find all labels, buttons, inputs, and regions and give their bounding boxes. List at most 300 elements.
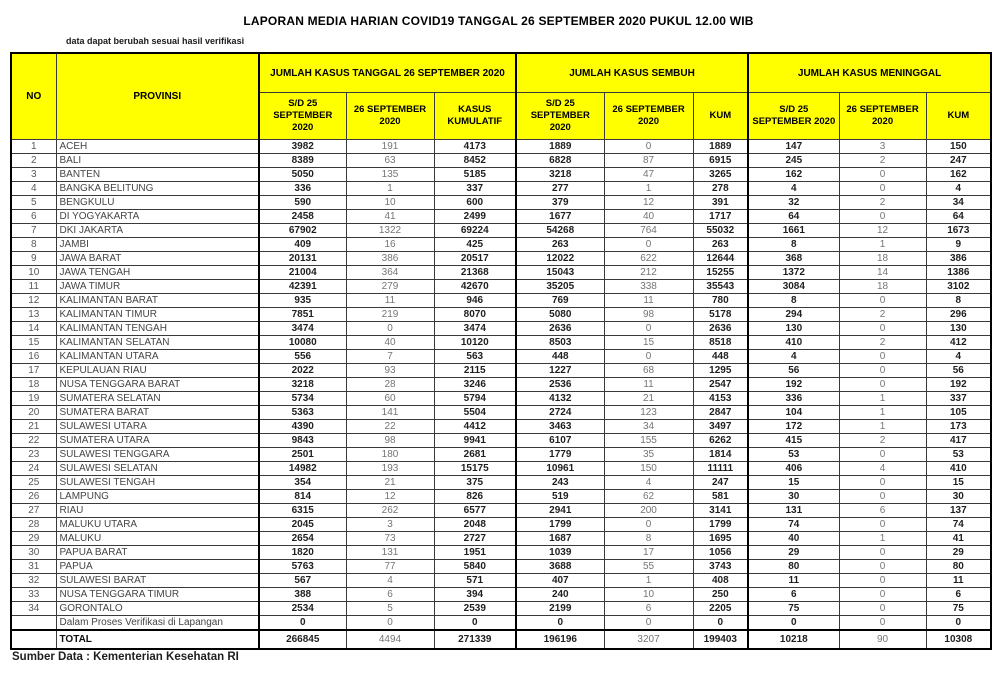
value-cell: 368 xyxy=(748,252,839,266)
value-cell: 6262 xyxy=(693,434,748,448)
province-cell: SULAWESI TENGGARA xyxy=(56,448,259,462)
value-cell: 3218 xyxy=(259,378,346,392)
col-header-no: NO xyxy=(11,53,56,140)
province-cell: BANGKA BELITUNG xyxy=(56,182,259,196)
value-cell: 12 xyxy=(346,490,434,504)
row-number-cell: 27 xyxy=(11,504,56,518)
row-number-cell: 5 xyxy=(11,196,56,210)
value-cell: 3688 xyxy=(516,560,604,574)
value-cell: 6 xyxy=(604,602,693,616)
value-cell: 130 xyxy=(748,322,839,336)
value-cell: 77 xyxy=(346,560,434,574)
value-cell: 3474 xyxy=(259,322,346,336)
value-cell: 42391 xyxy=(259,280,346,294)
value-cell: 425 xyxy=(434,238,516,252)
value-cell: 410 xyxy=(926,462,991,476)
value-cell: 64 xyxy=(748,210,839,224)
covid-report-table xyxy=(10,52,992,650)
table-row xyxy=(11,602,991,616)
value-cell: 15255 xyxy=(693,266,748,280)
value-cell: 391 xyxy=(693,196,748,210)
value-cell: 415 xyxy=(748,434,839,448)
value-cell: 9941 xyxy=(434,434,516,448)
value-cell: 15175 xyxy=(434,462,516,476)
value-cell: 192 xyxy=(748,378,839,392)
value-cell: 63 xyxy=(346,154,434,168)
value-cell: 40 xyxy=(346,336,434,350)
value-cell: 131 xyxy=(748,504,839,518)
value-cell: 1 xyxy=(839,420,926,434)
value-cell: 12022 xyxy=(516,252,604,266)
table-row xyxy=(11,560,991,574)
value-cell: 2045 xyxy=(259,518,346,532)
value-cell: 0 xyxy=(259,616,346,631)
value-cell: 1799 xyxy=(516,518,604,532)
value-cell: 1 xyxy=(346,182,434,196)
value-cell: 0 xyxy=(839,546,926,560)
value-cell: 4 xyxy=(926,350,991,364)
province-cell: JAWA TENGAH xyxy=(56,266,259,280)
value-cell: 35 xyxy=(604,448,693,462)
value-cell: 80 xyxy=(926,560,991,574)
value-cell: 150 xyxy=(926,140,991,154)
value-cell: 21368 xyxy=(434,266,516,280)
value-cell: 0 xyxy=(693,616,748,631)
verification-label-cell: Dalam Proses Verifikasi di Lapangan xyxy=(56,616,259,631)
value-cell: 5050 xyxy=(259,168,346,182)
province-cell: KEPULAUAN RIAU xyxy=(56,364,259,378)
value-cell: 0 xyxy=(346,616,434,631)
value-cell: 53 xyxy=(926,448,991,462)
value-cell: 277 xyxy=(516,182,604,196)
value-cell: 1056 xyxy=(693,546,748,560)
value-cell: 556 xyxy=(259,350,346,364)
value-cell: 8 xyxy=(748,238,839,252)
table-body xyxy=(11,140,991,650)
value-cell: 35543 xyxy=(693,280,748,294)
table-row xyxy=(11,336,991,350)
value-cell: 622 xyxy=(604,252,693,266)
value-cell: 40 xyxy=(604,210,693,224)
value-cell: 64 xyxy=(926,210,991,224)
value-cell: 55 xyxy=(604,560,693,574)
province-cell: DI YOGYAKARTA xyxy=(56,210,259,224)
value-cell: 410 xyxy=(748,336,839,350)
value-cell: 150 xyxy=(604,462,693,476)
table-row xyxy=(11,308,991,322)
value-cell: 6 xyxy=(926,588,991,602)
value-cell: 1227 xyxy=(516,364,604,378)
group-header-row xyxy=(11,53,991,93)
value-cell: 2115 xyxy=(434,364,516,378)
row-number-cell: 33 xyxy=(11,588,56,602)
value-cell: 379 xyxy=(516,196,604,210)
row-number-cell: 34 xyxy=(11,602,56,616)
table-row xyxy=(11,378,991,392)
value-cell: 6315 xyxy=(259,504,346,518)
value-cell: 407 xyxy=(516,574,604,588)
value-cell: 8389 xyxy=(259,154,346,168)
province-cell: JAWA BARAT xyxy=(56,252,259,266)
value-cell: 62 xyxy=(604,490,693,504)
total-value-cell: 266845 xyxy=(259,630,346,649)
total-value-cell: 3207 xyxy=(604,630,693,649)
value-cell: 35205 xyxy=(516,280,604,294)
value-cell: 262 xyxy=(346,504,434,518)
row-number-cell: 26 xyxy=(11,490,56,504)
value-cell: 337 xyxy=(434,182,516,196)
value-cell: 2499 xyxy=(434,210,516,224)
value-cell: 1 xyxy=(604,182,693,196)
value-cell: 15 xyxy=(926,476,991,490)
row-number-cell: 29 xyxy=(11,532,56,546)
table-row xyxy=(11,392,991,406)
table-row xyxy=(11,434,991,448)
data-source: Sumber Data : Kementerian Kesehatan RI xyxy=(12,651,239,663)
value-cell: 20517 xyxy=(434,252,516,266)
value-cell: 155 xyxy=(604,434,693,448)
value-cell: 240 xyxy=(516,588,604,602)
value-cell: 0 xyxy=(839,560,926,574)
value-cell: 29 xyxy=(926,546,991,560)
total-value-cell: 10218 xyxy=(748,630,839,649)
value-cell: 75 xyxy=(926,602,991,616)
value-cell: 104 xyxy=(748,406,839,420)
row-number-cell: 8 xyxy=(11,238,56,252)
row-number-cell: 7 xyxy=(11,224,56,238)
value-cell: 1889 xyxy=(516,140,604,154)
row-number-cell: 13 xyxy=(11,308,56,322)
value-cell: 41 xyxy=(926,532,991,546)
value-cell: 1779 xyxy=(516,448,604,462)
value-cell: 9 xyxy=(926,238,991,252)
row-number-cell: 18 xyxy=(11,378,56,392)
table-row xyxy=(11,154,991,168)
value-cell: 10080 xyxy=(259,336,346,350)
value-cell: 141 xyxy=(346,406,434,420)
table-row xyxy=(11,546,991,560)
value-cell: 4 xyxy=(346,574,434,588)
row-number-cell: 25 xyxy=(11,476,56,490)
value-cell: 162 xyxy=(748,168,839,182)
value-cell: 1386 xyxy=(926,266,991,280)
value-cell: 4 xyxy=(748,350,839,364)
value-cell: 388 xyxy=(259,588,346,602)
value-cell: 263 xyxy=(516,238,604,252)
value-cell: 22 xyxy=(346,420,434,434)
value-cell: 21004 xyxy=(259,266,346,280)
col-header-provinsi: PROVINSI xyxy=(56,53,259,140)
total-value-cell: 10308 xyxy=(926,630,991,649)
group-header-sembuh: JUMLAH KASUS SEMBUH xyxy=(516,53,748,93)
value-cell: 3474 xyxy=(434,322,516,336)
value-cell: 4173 xyxy=(434,140,516,154)
value-cell: 4 xyxy=(604,476,693,490)
value-cell: 16 xyxy=(346,238,434,252)
value-cell: 30 xyxy=(926,490,991,504)
value-cell: 135 xyxy=(346,168,434,182)
col-header-meninggal-sd25: S/D 25 SEPTEMBER 2020 xyxy=(748,93,839,140)
value-cell: 8070 xyxy=(434,308,516,322)
row-number-cell: 12 xyxy=(11,294,56,308)
value-cell: 5840 xyxy=(434,560,516,574)
row-number-cell: 19 xyxy=(11,392,56,406)
value-cell: 74 xyxy=(926,518,991,532)
province-cell: LAMPUNG xyxy=(56,490,259,504)
value-cell: 29 xyxy=(748,546,839,560)
value-cell: 0 xyxy=(839,322,926,336)
value-cell: 1372 xyxy=(748,266,839,280)
value-cell: 336 xyxy=(259,182,346,196)
province-cell: SUMATERA SELATAN xyxy=(56,392,259,406)
value-cell: 60 xyxy=(346,392,434,406)
province-cell: BALI xyxy=(56,154,259,168)
col-header-kasus-kumulatif: KASUS KUMULATIF xyxy=(434,93,516,140)
value-cell: 247 xyxy=(693,476,748,490)
table-row xyxy=(11,462,991,476)
value-cell: 4 xyxy=(839,462,926,476)
value-cell: 80 xyxy=(748,560,839,574)
value-cell: 375 xyxy=(434,476,516,490)
total-value-cell: 271339 xyxy=(434,630,516,649)
value-cell: 200 xyxy=(604,504,693,518)
value-cell: 11 xyxy=(604,294,693,308)
value-cell: 5794 xyxy=(434,392,516,406)
value-cell: 4 xyxy=(748,182,839,196)
row-number-cell: 22 xyxy=(11,434,56,448)
value-cell: 2048 xyxy=(434,518,516,532)
table-row xyxy=(11,294,991,308)
value-cell: 41 xyxy=(346,210,434,224)
value-cell: 5 xyxy=(346,602,434,616)
table-row xyxy=(11,574,991,588)
province-cell: SUMATERA UTARA xyxy=(56,434,259,448)
value-cell: 131 xyxy=(346,546,434,560)
value-cell: 2458 xyxy=(259,210,346,224)
value-cell: 1322 xyxy=(346,224,434,238)
value-cell: 247 xyxy=(926,154,991,168)
value-cell: 814 xyxy=(259,490,346,504)
value-cell: 1 xyxy=(839,238,926,252)
value-cell: 12 xyxy=(604,196,693,210)
value-cell: 3246 xyxy=(434,378,516,392)
value-cell: 519 xyxy=(516,490,604,504)
row-number-cell: 11 xyxy=(11,280,56,294)
value-cell: 11 xyxy=(748,574,839,588)
value-cell: 417 xyxy=(926,434,991,448)
row-number-cell: 16 xyxy=(11,350,56,364)
row-number-cell: 9 xyxy=(11,252,56,266)
value-cell: 162 xyxy=(926,168,991,182)
value-cell: 278 xyxy=(693,182,748,196)
row-number-cell: 6 xyxy=(11,210,56,224)
value-cell: 2654 xyxy=(259,532,346,546)
value-cell: 4132 xyxy=(516,392,604,406)
value-cell: 6 xyxy=(839,504,926,518)
value-cell: 2 xyxy=(839,434,926,448)
value-cell: 5763 xyxy=(259,560,346,574)
value-cell: 0 xyxy=(839,350,926,364)
value-cell: 8 xyxy=(748,294,839,308)
value-cell: 6577 xyxy=(434,504,516,518)
province-cell: SULAWESI UTARA xyxy=(56,420,259,434)
value-cell: 4390 xyxy=(259,420,346,434)
value-cell: 87 xyxy=(604,154,693,168)
col-header-kasus-sd25: S/D 25 SEPTEMBER 2020 xyxy=(259,93,346,140)
value-cell: 8503 xyxy=(516,336,604,350)
value-cell: 0 xyxy=(839,448,926,462)
province-cell: KALIMANTAN BARAT xyxy=(56,294,259,308)
page-title: LAPORAN MEDIA HARIAN COVID19 TANGGAL 26 SEPTEMBER 2020 PUKUL 12.00 WIB xyxy=(243,14,754,28)
value-cell: 337 xyxy=(926,392,991,406)
value-cell: 769 xyxy=(516,294,604,308)
table-row xyxy=(11,448,991,462)
value-cell: 0 xyxy=(839,182,926,196)
province-cell: NUSA TENGGARA BARAT xyxy=(56,378,259,392)
value-cell: 386 xyxy=(346,252,434,266)
province-cell: SULAWESI BARAT xyxy=(56,574,259,588)
value-cell: 34 xyxy=(604,420,693,434)
value-cell: 10120 xyxy=(434,336,516,350)
value-cell: 0 xyxy=(839,616,926,631)
value-cell: 1820 xyxy=(259,546,346,560)
value-cell: 56 xyxy=(926,364,991,378)
table-row xyxy=(11,280,991,294)
value-cell: 2501 xyxy=(259,448,346,462)
row-number-cell: 17 xyxy=(11,364,56,378)
province-cell: KALIMANTAN UTARA xyxy=(56,350,259,364)
value-cell: 11 xyxy=(604,378,693,392)
value-cell: 408 xyxy=(693,574,748,588)
value-cell: 8 xyxy=(604,532,693,546)
value-cell: 212 xyxy=(604,266,693,280)
value-cell: 0 xyxy=(839,476,926,490)
value-cell: 193 xyxy=(346,462,434,476)
province-cell: PAPUA xyxy=(56,560,259,574)
group-header-meninggal: JUMLAH KASUS MENINGGAL xyxy=(748,53,991,93)
value-cell: 14982 xyxy=(259,462,346,476)
value-cell: 3463 xyxy=(516,420,604,434)
value-cell: 9843 xyxy=(259,434,346,448)
value-cell: 2 xyxy=(839,308,926,322)
value-cell: 764 xyxy=(604,224,693,238)
value-cell: 826 xyxy=(434,490,516,504)
table-row xyxy=(11,504,991,518)
value-cell: 10 xyxy=(346,196,434,210)
value-cell: 2199 xyxy=(516,602,604,616)
value-cell: 1695 xyxy=(693,532,748,546)
value-cell: 21 xyxy=(346,476,434,490)
total-value-cell: 90 xyxy=(839,630,926,649)
table-row xyxy=(11,490,991,504)
value-cell: 294 xyxy=(748,308,839,322)
value-cell: 14 xyxy=(839,266,926,280)
value-cell: 8 xyxy=(926,294,991,308)
row-number-cell: 10 xyxy=(11,266,56,280)
value-cell: 0 xyxy=(604,140,693,154)
value-cell: 394 xyxy=(434,588,516,602)
value-cell: 173 xyxy=(926,420,991,434)
value-cell: 0 xyxy=(839,588,926,602)
province-cell: PAPUA BARAT xyxy=(56,546,259,560)
value-cell: 11111 xyxy=(693,462,748,476)
value-cell: 3743 xyxy=(693,560,748,574)
table-row xyxy=(11,420,991,434)
province-cell: JAWA TIMUR xyxy=(56,280,259,294)
value-cell: 3265 xyxy=(693,168,748,182)
value-cell: 6828 xyxy=(516,154,604,168)
value-cell: 336 xyxy=(748,392,839,406)
value-cell: 386 xyxy=(926,252,991,266)
value-cell: 7 xyxy=(346,350,434,364)
value-cell: 1 xyxy=(604,574,693,588)
value-cell: 0 xyxy=(839,490,926,504)
value-cell: 5504 xyxy=(434,406,516,420)
province-cell: DKI JAKARTA xyxy=(56,224,259,238)
col-header-meninggal-26sep: 26 SEPTEMBER 2020 xyxy=(839,93,926,140)
value-cell: 0 xyxy=(839,210,926,224)
total-value-cell: 199403 xyxy=(693,630,748,649)
value-cell: 191 xyxy=(346,140,434,154)
value-cell: 0 xyxy=(604,322,693,336)
value-cell: 1661 xyxy=(748,224,839,238)
province-cell: KALIMANTAN TENGAH xyxy=(56,322,259,336)
table-row xyxy=(11,364,991,378)
value-cell: 68 xyxy=(604,364,693,378)
value-cell: 2636 xyxy=(693,322,748,336)
value-cell: 1717 xyxy=(693,210,748,224)
value-cell: 30 xyxy=(748,490,839,504)
value-cell: 2539 xyxy=(434,602,516,616)
value-cell: 279 xyxy=(346,280,434,294)
value-cell: 53 xyxy=(748,448,839,462)
value-cell: 2547 xyxy=(693,378,748,392)
value-cell: 1687 xyxy=(516,532,604,546)
value-cell: 56 xyxy=(748,364,839,378)
value-cell: 74 xyxy=(748,518,839,532)
value-cell: 172 xyxy=(748,420,839,434)
province-cell: NUSA TENGGARA TIMUR xyxy=(56,588,259,602)
table-row xyxy=(11,406,991,420)
value-cell: 3 xyxy=(839,140,926,154)
table-row xyxy=(11,476,991,490)
value-cell: 354 xyxy=(259,476,346,490)
value-cell: 946 xyxy=(434,294,516,308)
value-cell: 55032 xyxy=(693,224,748,238)
value-cell: 935 xyxy=(259,294,346,308)
value-cell: 8518 xyxy=(693,336,748,350)
value-cell: 18 xyxy=(839,252,926,266)
value-cell: 0 xyxy=(839,518,926,532)
value-cell: 5185 xyxy=(434,168,516,182)
value-cell: 12 xyxy=(839,224,926,238)
row-number-cell: 3 xyxy=(11,168,56,182)
province-cell: KALIMANTAN TIMUR xyxy=(56,308,259,322)
value-cell: 105 xyxy=(926,406,991,420)
value-cell: 15 xyxy=(748,476,839,490)
value-cell: 4412 xyxy=(434,420,516,434)
value-cell: 412 xyxy=(926,336,991,350)
table-row xyxy=(11,196,991,210)
province-cell: KALIMANTAN SELATAN xyxy=(56,336,259,350)
value-cell: 1 xyxy=(839,406,926,420)
table-row xyxy=(11,350,991,364)
table-row xyxy=(11,224,991,238)
value-cell: 4 xyxy=(926,182,991,196)
value-cell: 2 xyxy=(839,336,926,350)
province-cell: BENGKULU xyxy=(56,196,259,210)
row-number-cell: 15 xyxy=(11,336,56,350)
